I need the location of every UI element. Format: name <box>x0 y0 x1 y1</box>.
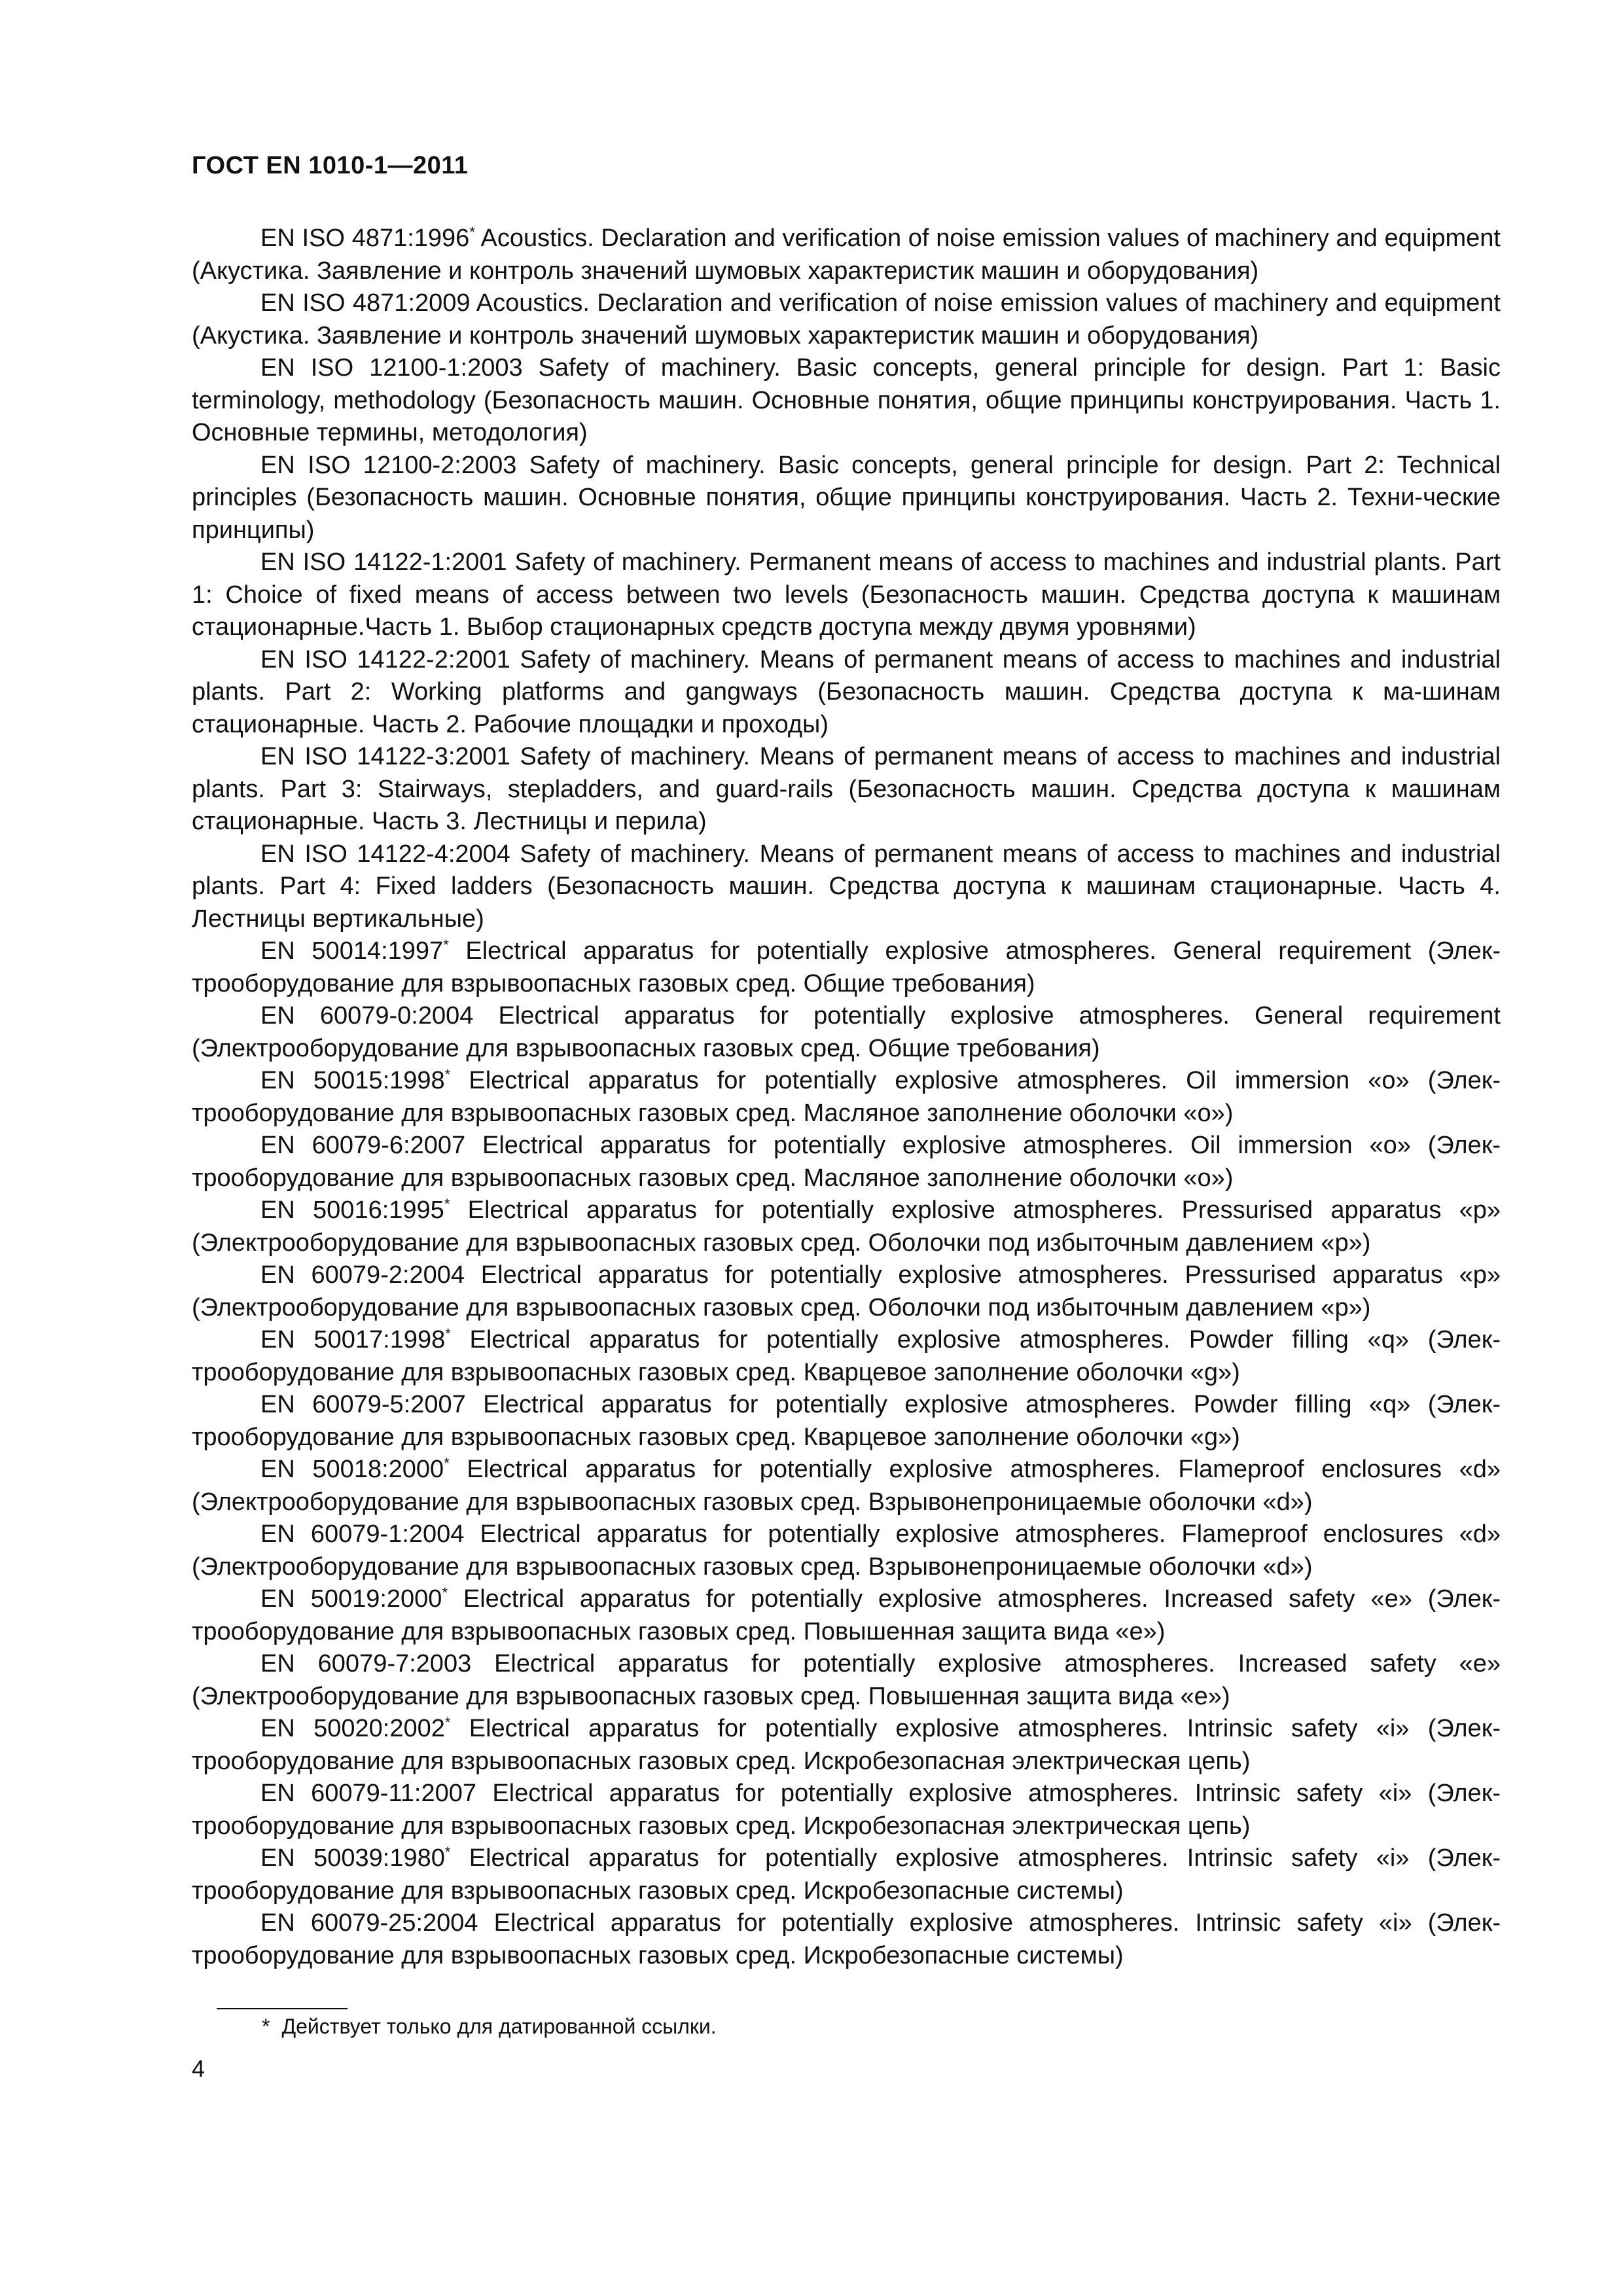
reference-entry <box>192 450 1501 547</box>
reference-entry <box>192 287 1501 352</box>
reference-entry <box>192 1324 1501 1389</box>
reference-code: EN 50015:1998 <box>260 1067 445 1094</box>
reference-text: Electrical apparatus for potentially explosive atmospheres. Intrinsic safety «i» (Элек-трооборудование для взрывоопасных газовых сред. Искробезопасная электрическая цепь) <box>192 1715 1501 1775</box>
reference-text: Safety of machinery. Basic concepts, general principle for design. Part 1: Basic terminology, methodology (Безопасность машин. Основные понятия, общие принципы конструирования. Часть 1. Основные термины, методология) <box>192 354 1501 446</box>
reference-entry <box>192 1713 1501 1778</box>
reference-code: EN ISO 14122-1:2001 <box>260 548 507 576</box>
footnote-marker: * <box>444 1455 450 1471</box>
reference-code: EN 60079-0:2004 <box>260 1002 474 1030</box>
reference-entry <box>192 1583 1501 1648</box>
footnote <box>262 2013 717 2039</box>
reference-code: EN 60079-6:2007 <box>260 1132 466 1159</box>
reference-text: Acoustics. Declaration and verification of noise emission values of machinery and equipment (Акустика. Заявление и контроль значений шумовых характеристик машин и оборудования) <box>192 224 1501 285</box>
reference-entry <box>192 1259 1501 1324</box>
document-header: ГОСТ EN 1010-1—2011 <box>192 152 469 179</box>
footnote-marker: * <box>443 937 449 953</box>
reference-entry <box>192 1065 1501 1130</box>
reference-code: EN 50020:2002 <box>260 1715 445 1742</box>
reference-text: Safety of machinery. Means of permanent means of access to machines and industrial plants. Part 4: Fixed ladders (Безопасность машин. Средства доступа к машинам стационарные. Часть 4. Лестницы вертикальные) <box>192 840 1501 933</box>
footnote-text: Действует только для датированной ссылки. <box>281 2015 717 2038</box>
reference-text: Electrical apparatus for potentially explosive atmospheres. Pressurised apparatus «p» (Электрооборудование для взрывоопасных газовых сред. Оболочки под избыточным давлением «p») <box>192 1196 1501 1257</box>
footnote-marker: * <box>444 1714 451 1731</box>
reference-code: EN 60079-7:2003 <box>260 1650 472 1677</box>
reference-text: Safety of machinery. Means of permanent means of access to machines and industrial plants. Part 2: Working platforms and gangways (Безопасность машин. Средства доступа к ма-шинам стационарные. Часть 2. Рабочие площадки и проходы) <box>192 645 1501 738</box>
reference-code: EN ISO 14122-2:2001 <box>260 645 510 673</box>
reference-entry <box>192 1389 1501 1454</box>
reference-code: EN 50019:2000 <box>260 1585 442 1613</box>
footnote-divider <box>217 2008 348 2009</box>
footnote-marker: * <box>444 1844 451 1860</box>
reference-entry <box>192 1130 1501 1194</box>
reference-entry <box>192 1842 1501 1907</box>
reference-entry <box>192 223 1501 287</box>
reference-text: Electrical apparatus for potentially explosive atmospheres. Increased safety «e» (Элек-трооборудование для взрывоопасных газовых сред. Повышенная защита вида «e») <box>192 1585 1501 1645</box>
reference-entry <box>192 741 1501 838</box>
reference-text: Electrical apparatus for potentially explosive atmospheres. General requirement (Элек-трооборудование для взрывоопасных газовых сред. Общие требования) <box>192 937 1501 997</box>
reference-code: EN ISO 4871:2009 <box>260 289 471 317</box>
reference-code: EN 60079-25:2004 <box>260 1909 478 1937</box>
reference-entry <box>192 1194 1501 1259</box>
reference-text: Electrical apparatus for potentially explosive atmospheres. Intrinsic safety «i» (Элек-трооборудование для взрывоопасных газовых сред. Искробезопасная электрическая цепь) <box>192 1780 1501 1840</box>
footnote-mark: * <box>262 2015 270 2038</box>
reference-code: EN ISO 14122-3:2001 <box>260 743 510 770</box>
footnote-marker: * <box>444 1066 451 1083</box>
reference-code: EN 50014:1997 <box>260 937 444 965</box>
reference-code: EN 60079-1:2004 <box>260 1520 465 1548</box>
reference-text: Electrical apparatus for potentially explosive atmospheres. Increased safety «e» (Электрооборудование для взрывоопасных газовых сред. Повышенная защита вида «e») <box>192 1650 1501 1710</box>
reference-entry <box>192 1000 1501 1065</box>
reference-code: EN 50017:1998 <box>260 1326 446 1354</box>
reference-entry <box>192 935 1501 1000</box>
reference-text: Safety of machinery. Permanent means of access to machines and industrial plants. Part 1: Choice of fixed means of access between two levels (Безопасность машин. Средства доступа к машинам стационарные.Часть 1. Выбор стационарных средств доступа между двумя уровнями) <box>192 548 1501 641</box>
reference-entry <box>192 644 1501 742</box>
reference-text: Electrical apparatus for potentially explosive atmospheres. Flameproof enclosures «d» (Электрооборудование для взрывоопасных газовых сред. Взрывонепроницаемые оболочки «d») <box>192 1456 1501 1516</box>
reference-code: EN ISO 4871:1996 <box>260 224 470 252</box>
reference-entry <box>192 1907 1501 1972</box>
reference-code: EN 60079-11:2007 <box>260 1780 476 1807</box>
reference-text: Electrical apparatus for potentially explosive atmospheres. Oil immersion «o» (Элек-трооборудование для взрывоопасных газовых сред. Масляное заполнение оболочки «o») <box>192 1067 1501 1127</box>
reference-code: EN ISO 14122-4:2004 <box>260 840 510 868</box>
footnote-marker: * <box>444 1196 450 1212</box>
reference-text: Acoustics. Declaration and verification of noise emission values of machinery and equipment (Акустика. Заявление и контроль значений шумовых характеристик машин и оборудования) <box>192 289 1501 350</box>
reference-text: Electrical apparatus for potentially explosive atmospheres. Powder filling «q» (Элек-трооборудование для взрывоопасных газовых сред. Кварцевое заполнение оболочки «g») <box>192 1391 1501 1451</box>
footnote-marker: * <box>445 1325 451 1342</box>
reference-text: Electrical apparatus for potentially explosive atmospheres. Pressurised apparatus «p» (Электрооборудование для взрывоопасных газовых сред. Оболочки под избыточным давлением «p») <box>192 1261 1501 1321</box>
reference-code: EN 60079-5:2007 <box>260 1391 466 1418</box>
reference-text: Electrical apparatus for potentially explosive atmospheres. Flameproof enclosures «d» (Электрооборудование для взрывоопасных газовых сред. Взрывонепроницаемые оболочки «d») <box>192 1520 1501 1581</box>
reference-code: EN 60079-2:2004 <box>260 1261 465 1289</box>
page-number: 4 <box>192 2055 205 2082</box>
reference-entry <box>192 1648 1501 1713</box>
reference-code: EN ISO 12100-1:2003 <box>260 354 523 382</box>
reference-entry <box>192 838 1501 936</box>
reference-entry <box>192 1778 1501 1842</box>
reference-text: Safety of machinery. Basic concepts, general principle for design. Part 2: Technical principles (Безопасность машин. Основные понятия, общие принципы конструирования. Часть 2. Техни-ческие принципы) <box>192 451 1501 544</box>
reference-entry <box>192 547 1501 644</box>
reference-text: Safety of machinery. Means of permanent means of access to machines and industrial plants. Part 3: Stairways, stepladders, and guard-rails (Безопасность машин. Средства доступа к машинам стационарные. Часть 3. Лестницы и перила) <box>192 743 1501 835</box>
reference-code: EN 50039:1980 <box>260 1844 445 1872</box>
reference-code: EN 50018:2000 <box>260 1456 444 1483</box>
reference-code: EN 50016:1995 <box>260 1196 444 1224</box>
reference-entry <box>192 1518 1501 1583</box>
footnote-marker: * <box>442 1585 448 1601</box>
reference-list <box>192 223 1501 1972</box>
reference-entry <box>192 1454 1501 1518</box>
reference-text: Electrical apparatus for potentially explosive atmospheres. Intrinsic safety «i» (Элек-трооборудование для взрывоопасных газовых сред. Искробезопасные системы) <box>192 1909 1501 1969</box>
footnote-marker: * <box>469 224 475 240</box>
reference-entry <box>192 352 1501 450</box>
reference-text: Electrical apparatus for potentially explosive atmospheres. General requirement (Электрооборудование для взрывоопасных газовых сред. Общие требования) <box>192 1002 1501 1062</box>
reference-text: Electrical apparatus for potentially explosive atmospheres. Powder filling «q» (Элек-трооборудование для взрывоопасных газовых сред. Кварцевое заполнение оболочки «g») <box>192 1326 1501 1386</box>
reference-code: EN ISO 12100-2:2003 <box>260 451 517 479</box>
reference-text: Electrical apparatus for potentially explosive atmospheres. Oil immersion «o» (Элек-трооборудование для взрывоопасных газовых сред. Масляное заполнение оболочки «o») <box>192 1132 1501 1192</box>
reference-text: Electrical apparatus for potentially explosive atmospheres. Intrinsic safety «i» (Элек-трооборудование для взрывоопасных газовых сред. Искробезопасные системы) <box>192 1844 1501 1905</box>
